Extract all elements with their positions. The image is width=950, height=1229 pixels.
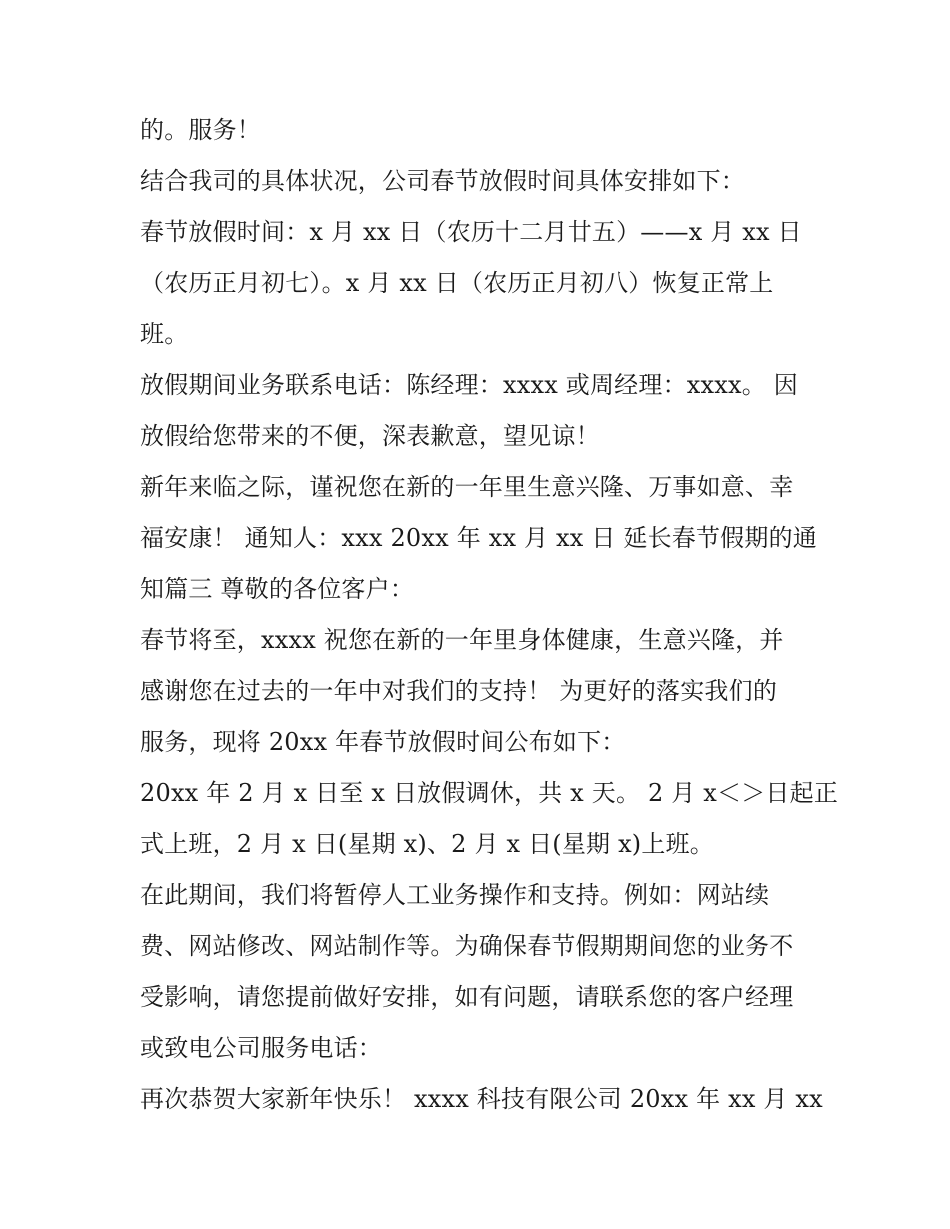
text-line: 服务，现将 20xx 年春节放假时间公布如下： — [140, 728, 626, 756]
text-line: 感谢您在过去的一年中对我们的支持！ 为更好的落实我们的 — [140, 677, 778, 705]
text-line: 或致电公司服务电话： — [140, 1034, 382, 1062]
text-line: 放假期间业务联系电话：陈经理：xxxx 或周经理：xxxx。 因 — [140, 371, 798, 399]
text-line: 再次恭贺大家新年快乐！ xxxx 科技有限公司 20xx 年 xx 月 xx — [140, 1085, 823, 1113]
text-line: 福安康！ 通知人：xxx 20xx 年 xx 月 xx 日 延长春节假期的通 — [140, 524, 817, 552]
text-line: 知篇三 尊敬的各位客户： — [140, 575, 415, 603]
text-line: 放假给您带来的不便，深表歉意，望见谅！ — [140, 422, 600, 450]
text-line: 20xx 年 2 月 x 日至 x 日放假调休，共 x 天。 2 月 x＜＞日起正 — [140, 779, 839, 807]
text-line: 春节放假时间：x 月 xx 日（农历十二月廿五）——x 月 xx 日 — [140, 218, 802, 246]
text-line: 式上班，2 月 x 日(星期 x)、2 月 x 日(星期 x)上班。 — [140, 830, 714, 858]
text-line: 受影响，请您提前做好安排，如有问题，请联系您的客户经理 — [140, 983, 794, 1011]
document-body — [140, 105, 839, 1125]
text-line: 结合我司的具体状况，公司春节放假时间具体安排如下： — [140, 167, 745, 195]
text-line: 的。服务！ — [140, 116, 261, 144]
text-line: 春节将至，xxxx 祝您在新的一年里身体健康，生意兴隆，并 — [140, 626, 784, 654]
text-line: 在此期间，我们将暂停人工业务操作和支持。例如：网站续 — [140, 881, 770, 909]
text-line: 费、网站修改、网站制作等。为确保春节假期期间您的业务不 — [140, 932, 794, 960]
text-line: 新年来临之际，谨祝您在新的一年里生意兴隆、万事如意、幸 — [140, 473, 794, 501]
text-line: （农历正月初七）。x 月 xx 日（农历正月初八）恢复正常上 — [140, 269, 774, 297]
text-line: 班。 — [140, 320, 189, 348]
